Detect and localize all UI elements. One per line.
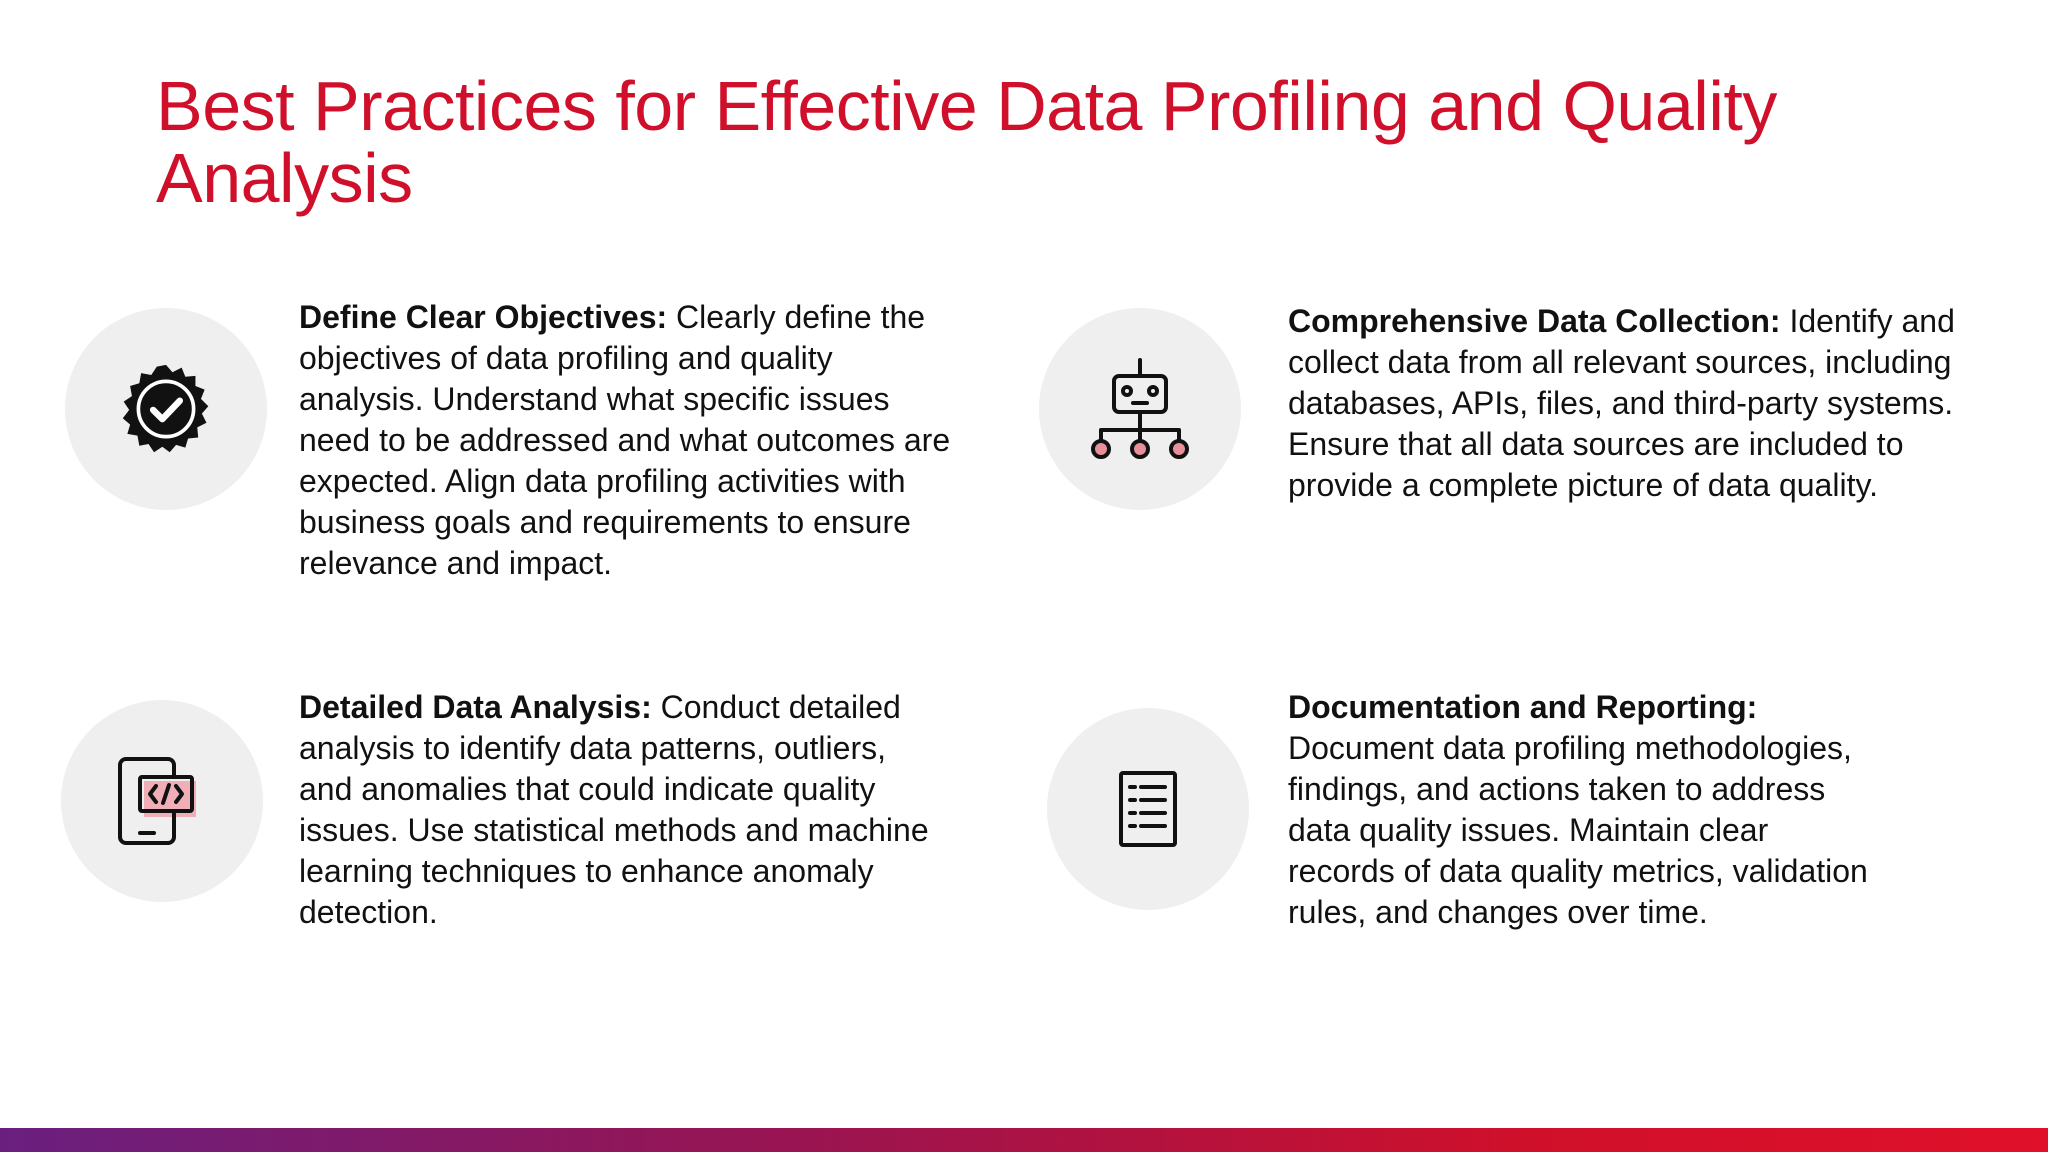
slide-title: Best Practices for Effective Data Profiling and Quality Analysis — [156, 67, 1777, 217]
practice-objectives-text — [299, 297, 959, 584]
robot-network-icon — [1085, 354, 1195, 464]
practice-documentation-body: Document data profiling methodologies, findings, and actions taken to address data quality issues. Maintain clear records of data quality metrics, validation rules, and changes over time. — [1288, 730, 1868, 930]
practice-documentation-lead: Documentation and Reporting: — [1288, 689, 1758, 725]
badge-check-icon — [120, 363, 212, 455]
icon-circle-collection — [1039, 308, 1241, 510]
practice-objectives-body: Clearly define the objectives of data profiling and quality analysis. Understand what specific issues need to be addressed and what outcomes are expected. Align data profiling activities with business goals and requirements to ensure relevance and impact. — [299, 299, 951, 581]
mobile-code-icon — [110, 749, 214, 853]
bottom-gradient-bar — [0, 1128, 2048, 1152]
practice-analysis-text — [299, 687, 929, 933]
practice-objectives-lead: Define Clear Objectives: — [299, 299, 668, 335]
icon-circle-documentation — [1047, 708, 1249, 910]
icon-circle-objectives — [65, 308, 267, 510]
practice-collection-lead: Comprehensive Data Collection: — [1288, 303, 1781, 339]
practice-collection-body: Identify and collect data from all relevant sources, including databases, APIs, files, and third-party systems. Ensure that all data sources are included to provide a complete picture of data quality. — [1288, 303, 1955, 503]
document-list-icon — [1117, 769, 1179, 849]
icon-circle-analysis — [61, 700, 263, 902]
practice-documentation-text — [1288, 687, 1878, 933]
practice-analysis-lead: Detailed Data Analysis: — [299, 689, 652, 725]
practice-analysis-body: Conduct detailed analysis to identify data patterns, outliers, and anomalies that could indicate quality issues. Use statistical methods and machine learning techniques to enhance anomaly detection. — [299, 689, 929, 930]
practice-collection-text — [1288, 301, 1990, 506]
